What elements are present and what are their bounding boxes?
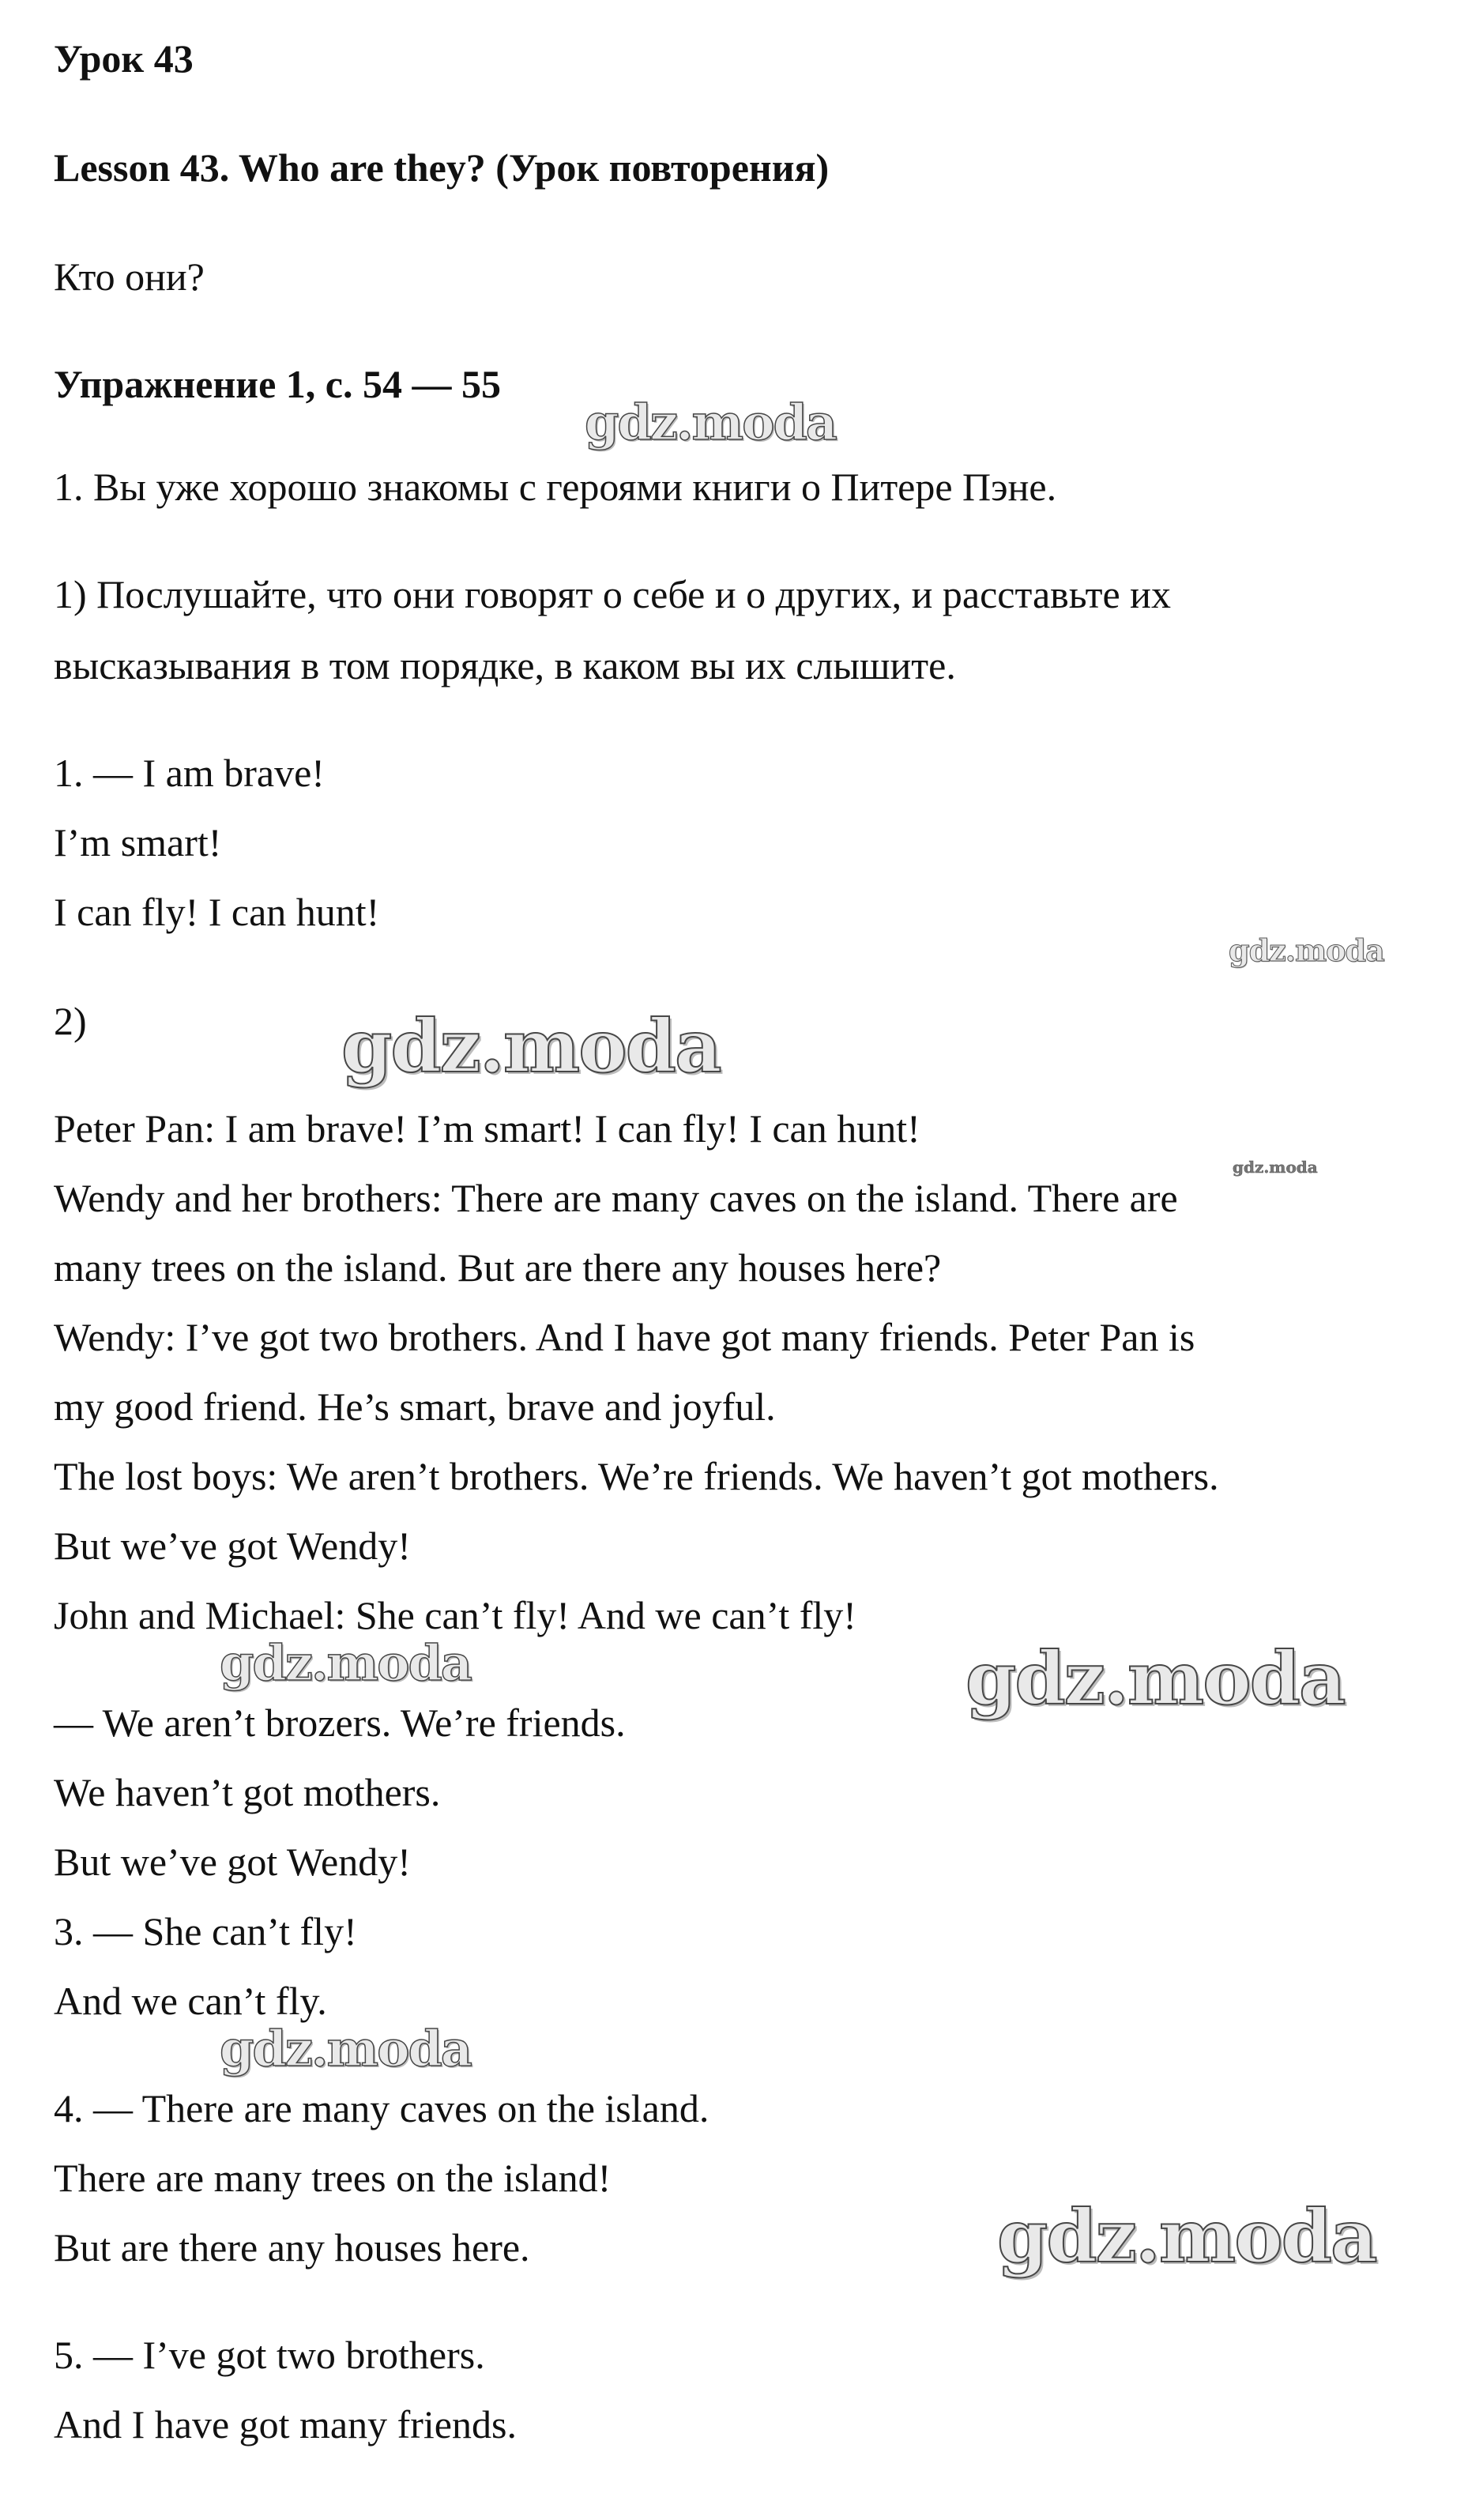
answer-line: many trees on the island. But are there any houses here? xyxy=(54,1245,942,1290)
watermark: gdz.moda xyxy=(1229,932,1384,968)
lesson-number: Урок 43 xyxy=(54,36,194,81)
watermark: gdz.moda xyxy=(341,1004,721,1089)
answer-line: The lost boys: We aren’t brothers. We’re friends. We haven’t got mothers. xyxy=(54,1454,1219,1498)
answer-line: Peter Pan: I am brave! I’m smart! I can fly! I can hunt! xyxy=(54,1106,920,1151)
watermark: gdz.moda xyxy=(585,394,836,451)
watermark: gdz.moda xyxy=(220,2020,471,2077)
answer-line: We haven’t got mothers. xyxy=(54,1770,441,1814)
answer-line: And I have got many friends. xyxy=(54,2402,517,2447)
answer-line: Wendy: I’ve got two brothers. And I have got many friends. Peter Pan is xyxy=(54,1315,1195,1359)
answer-line: 5. — I’ve got two brothers. xyxy=(54,2333,485,2377)
answer-line: There are many trees on the island! xyxy=(54,2156,612,2200)
answer-line: But we’ve got Wendy! xyxy=(54,1524,411,1568)
answer-line: I can fly! I can hunt! xyxy=(54,890,380,934)
part2-label: 2) xyxy=(54,999,87,1043)
lesson-translation: Кто они? xyxy=(54,254,205,299)
answer-line: 4. — There are many caves on the island. xyxy=(54,2086,710,2130)
answer-line: — We aren’t brozers. We’re friends. xyxy=(54,1701,626,1745)
answer-line: 1. — I am brave! xyxy=(54,751,325,795)
watermark: gdz.moda xyxy=(1233,1158,1318,1177)
watermark: gdz.moda xyxy=(997,2194,1376,2279)
task-line-1: 1) Послушайте, что они говорят о себе и о других, и расставьте их xyxy=(54,572,1171,616)
answer-line: Wendy and her brothers: There are many caves on the island. There are xyxy=(54,1176,1178,1220)
task-line-2: высказывания в том порядке, в каком вы их слышите. xyxy=(54,643,956,687)
answer-line: John and Michael: She can’t fly! And we can’t fly! xyxy=(54,1593,856,1637)
answer-line: And we can’t fly. xyxy=(54,1979,327,2023)
watermark: gdz.moda xyxy=(965,1636,1345,1721)
lesson-title: Lesson 43. Who are they? (Урок повторения) xyxy=(54,145,830,190)
answer-line: But are there any houses here. xyxy=(54,2225,530,2270)
exercise-instruction: 1. Вы уже хорошо знакомы с героями книги о Питере Пэне. xyxy=(54,465,1057,509)
exercise-title: Упражнение 1, с. 54 — 55 xyxy=(54,362,501,406)
watermark: gdz.moda xyxy=(220,1634,471,1692)
answer-line: But we’ve got Wendy! xyxy=(54,1840,411,1884)
answer-line: 3. — She can’t fly! xyxy=(54,1909,357,1953)
answer-line: I’m smart! xyxy=(54,820,222,864)
answer-line: my good friend. He’s smart, brave and joyful. xyxy=(54,1384,776,1429)
